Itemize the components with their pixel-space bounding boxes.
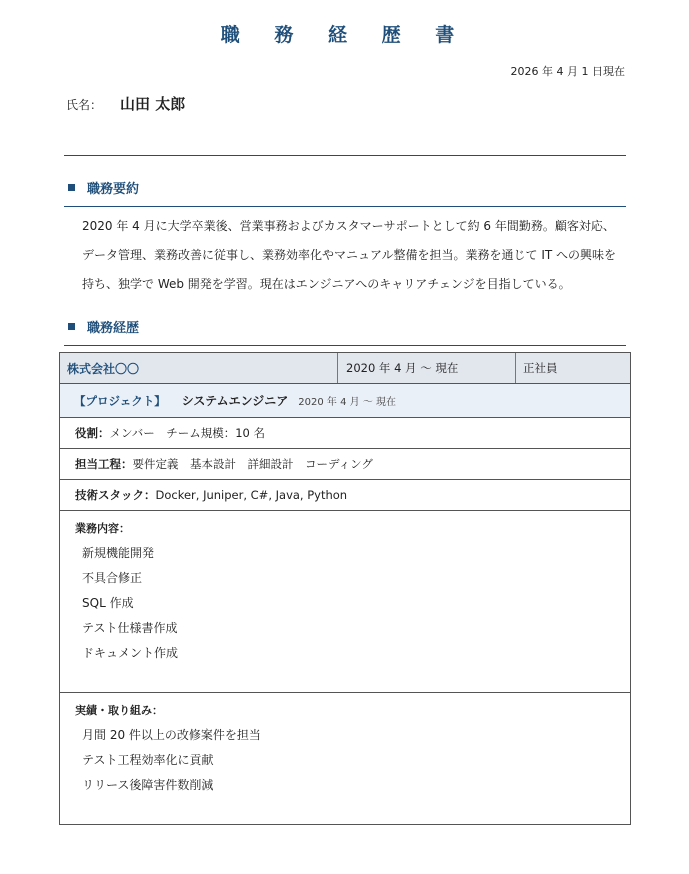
list-item: 新規機能開発 [82,546,155,560]
role-value: メンバー チーム規模：10 名 [109,426,265,440]
project-tag: 【プロジェクト】 [74,393,166,408]
role-row [60,418,630,449]
divider-summary [64,206,626,207]
name-value: 山田 太郎 [120,95,186,113]
project-role: システムエンジニア [181,394,289,408]
role-key: 役割： [75,426,110,440]
stack-key: 技術スタック： [75,488,156,502]
name-label: 氏名： [66,98,103,112]
list-item: 不具合修正 [82,571,143,585]
company-name: 株式会社〇〇 [60,353,338,383]
company-period: 2020 年 4 月 ～ 現在 [338,353,516,383]
summary-line: データ管理、業務改善に従事し、業務効率化やマニュアル整備を担当。業務を通じて IT への興味を [82,248,617,262]
stack-row [60,480,630,511]
divider-career [64,345,626,346]
summary-text [82,212,630,299]
divider-top [64,155,626,156]
list-item: リリース後障害件数削減 [82,778,214,792]
duties-title: 業務内容： [75,522,130,535]
list-item: 月間 20 件以上の改修案件を担当 [82,728,261,742]
duties-block [60,511,630,693]
name-row [66,93,185,114]
duties-list [75,541,178,666]
career-heading [68,317,139,336]
company-row [60,353,630,384]
list-item: ドキュメント作成 [82,646,179,660]
square-bullet-icon [68,184,75,191]
list-item: テスト工程効率化に貢献 [82,753,214,767]
employment-type: 正社員 [523,361,558,375]
list-item: SQL 作成 [82,596,134,610]
summary-heading-label: 職務要約 [87,182,140,197]
list-item: テスト仕様書作成 [82,621,178,635]
project-row [60,384,630,418]
summary-line: 持ち、独学で Web 開発を学習。現在はエンジニアへのキャリアチェンジを目指している。 [82,277,571,291]
career-table [59,352,631,825]
summary-heading [68,178,139,197]
results-block [60,693,630,825]
results-title: 実績・取り組み： [75,704,163,717]
project-period: 2020 年 4 月 ～ 現在 [298,397,397,408]
results-list [75,723,261,798]
process-key: 担当工程： [75,457,133,471]
process-row [60,449,630,480]
summary-line: 2020 年 4 月に大学卒業後、営業事務およびカスタマーサポートとして約 6 年間勤務。顧客対応、 [82,219,615,233]
square-bullet-icon [68,323,75,330]
stack-value: Docker, Juniper, C#, Java, Python [155,488,348,502]
process-value: 要件定義 基本設計 詳細設計 コーディング [132,457,373,471]
document-title: 職 務 経 歴 書 [220,24,469,46]
document-date: 2026 年 4 月 1 日現在 [510,65,625,78]
career-heading-label: 職務経歴 [87,321,140,336]
